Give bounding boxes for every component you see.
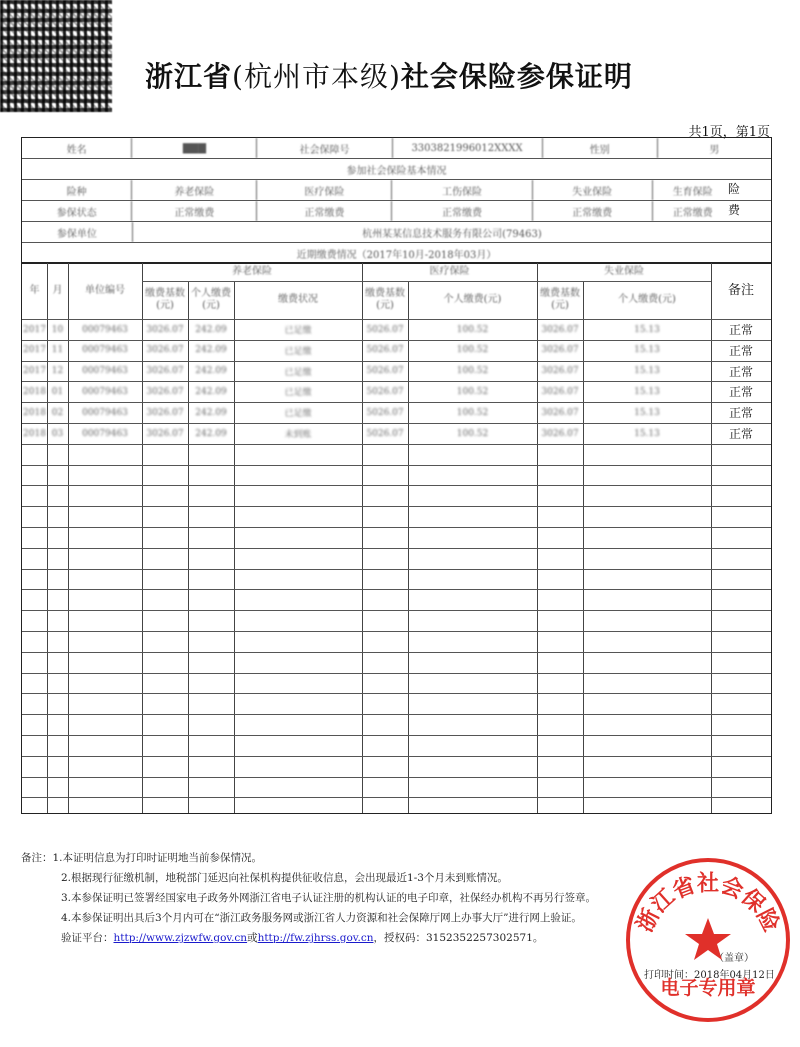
table-cell: 00079463 <box>82 428 128 439</box>
label-insurance-type: 险种 <box>22 180 132 200</box>
grid-line <box>22 777 771 778</box>
info-row-section-title <box>22 159 771 180</box>
table-cell: 2017 <box>23 345 46 356</box>
type-unemployment: 失业保险 <box>533 180 653 200</box>
table-cell: 15.13 <box>634 345 660 356</box>
table-cell: 100.52 <box>456 386 489 397</box>
table-cell: 100.52 <box>456 407 489 418</box>
table-cell: 11 <box>51 345 64 356</box>
note-3: 3.本参保证明已签署经国家电子政务外网浙江省电子认证注册的机构认证的电子印章，社保经办机构不再另行签章。 <box>61 892 597 904</box>
table-cell: 2018 <box>23 428 46 439</box>
official-seal <box>624 856 792 1024</box>
table-cell: 100.52 <box>456 345 489 356</box>
notes-section <box>21 848 596 948</box>
verify-link-zjhrss[interactable]: http://fw.zjhrss.gov.cn <box>257 932 374 944</box>
table-cell: 5026.07 <box>366 407 404 418</box>
table-cell: 12 <box>51 366 64 377</box>
table-cell: 3026.07 <box>146 345 184 356</box>
status-maternity: 正常缴费 <box>672 207 713 219</box>
table-cell: 242.09 <box>195 386 227 397</box>
table-cell: 5026.07 <box>366 386 404 397</box>
col-unemployment-base-header: 缴费基数(元) <box>540 288 580 311</box>
table-cell: 10 <box>51 324 64 335</box>
col-month-header: 月 <box>52 285 63 296</box>
grid-line <box>22 673 771 674</box>
table-cell: 已足缴 <box>284 388 312 399</box>
remark-cell: 正常 <box>728 323 753 337</box>
table-cell: 未到账 <box>284 430 312 440</box>
overlay-char-insurance: 险 <box>728 182 741 196</box>
table-cell: 2018 <box>23 407 46 418</box>
table-cell: 2018 <box>23 386 46 397</box>
grid-line <box>22 652 771 653</box>
info-row-status <box>22 201 771 222</box>
table-cell: 2017 <box>23 324 46 335</box>
type-pension: 养老保险 <box>132 180 257 200</box>
remark-cell: 正常 <box>728 427 753 441</box>
table-cell: 01 <box>51 386 64 397</box>
grid-line <box>22 485 771 486</box>
grid-line <box>22 693 771 694</box>
overlay-char-fee: 费 <box>728 203 741 217</box>
table-cell: 15.13 <box>634 386 660 397</box>
label-ssn: 社会保障号 <box>257 138 392 158</box>
status-medical: 正常缴费 <box>257 201 392 221</box>
table-cell: 00079463 <box>82 345 128 356</box>
insured-info-block <box>21 137 772 264</box>
status-unemployment: 正常缴费 <box>533 201 653 221</box>
info-row-insurance-types <box>22 180 771 201</box>
label-employer: 参保单位 <box>22 222 133 242</box>
grid-line <box>22 444 771 445</box>
table-cell: 已足缴 <box>284 346 312 357</box>
grid-line <box>22 527 771 528</box>
grid-line <box>22 589 771 590</box>
table-cell: 00079463 <box>82 324 128 335</box>
recent-payments-heading: 近期缴费情况（2017年10月-2018年03月） <box>296 249 497 261</box>
table-cell: 242.09 <box>195 428 227 439</box>
grid-line <box>22 506 771 507</box>
remark-cell: 正常 <box>728 406 753 421</box>
stamp-label: （盖章） <box>714 953 754 964</box>
type-maternity: 生育保险 <box>672 186 713 198</box>
table-cell: 15.13 <box>634 324 660 335</box>
table-cell: 3026.07 <box>541 428 579 439</box>
table-cell: 3026.07 <box>146 386 184 397</box>
col-remarks-header: 备注 <box>727 283 754 298</box>
page-info: 共1页，第1页 <box>688 125 770 140</box>
type-medical: 医疗保险 <box>257 180 392 200</box>
remark-cell: 正常 <box>728 385 753 400</box>
table-cell: 15.13 <box>634 366 660 377</box>
table-cell: 3026.07 <box>541 407 579 418</box>
table-cell: 242.09 <box>195 324 227 335</box>
note-1: 备注：1.本证明信息为打印时证明地当前参保情况。 <box>21 852 263 864</box>
grid-line <box>22 548 771 549</box>
col-medical-base-header: 缴费基数(元) <box>365 288 405 311</box>
table-cell: 2017 <box>23 366 46 377</box>
table-cell: 242.09 <box>195 407 227 418</box>
group-pension-header: 养老保险 <box>232 266 272 277</box>
grid-line <box>22 610 771 611</box>
basic-info-heading: 参加社会保险基本情况 <box>346 165 447 177</box>
table-cell: 3026.07 <box>146 407 184 418</box>
col-unit-header: 单位编号 <box>85 285 125 296</box>
col-pension-status-header: 缴费状况 <box>278 294 318 305</box>
grid-line <box>22 465 771 466</box>
info-row-employer <box>22 222 771 243</box>
grid-line <box>22 735 771 736</box>
remark-cell: 正常 <box>728 343 753 358</box>
table-cell: 00079463 <box>82 407 128 418</box>
col-pension-base-header: 缴费基数(元) <box>145 288 185 311</box>
value-employer: 杭州某某信息技术服务有限公司(79463) <box>362 228 542 240</box>
label-status: 参保状态 <box>22 201 132 221</box>
group-unemployment-header: 失业保险 <box>604 266 644 277</box>
table-cell: 15.13 <box>634 428 660 439</box>
table-cell: 3026.07 <box>146 366 184 377</box>
grid-line <box>22 714 771 715</box>
table-cell: 3026.07 <box>541 324 579 335</box>
table-cell: 3026.07 <box>541 345 579 356</box>
table-cell: 已足缴 <box>284 409 312 420</box>
seal-star-icon <box>685 918 731 960</box>
grid-line <box>22 631 771 632</box>
table-cell: 3026.07 <box>146 428 184 439</box>
label-name: 姓名 <box>22 138 132 158</box>
col-unemployment-personal-header: 个人缴费(元) <box>618 294 676 305</box>
note-4: 4.本参保证明出具后3个月内可在“浙江政务服务网或浙江省人力资源和社会保障厅网上办事大厅”进行网上验证。 <box>61 912 582 924</box>
page-title: 浙江省(杭州市本级)社会保险参保证明 <box>145 60 633 93</box>
seal-top-text: 浙江省社会保险 <box>631 870 785 937</box>
table-cell: 100.52 <box>456 324 489 335</box>
remark-cell: 正常 <box>728 364 753 379</box>
type-injury: 工伤保险 <box>392 180 532 200</box>
table-cell: 5026.07 <box>366 366 404 377</box>
status-pension: 正常缴费 <box>132 201 257 221</box>
value-gender: 男 <box>709 144 720 156</box>
table-cell: 3026.07 <box>541 366 579 377</box>
value-ssn: 3303821996012XXXX <box>393 138 543 158</box>
grid-line <box>22 756 771 757</box>
value-name: ▇▇▇ <box>132 138 257 158</box>
payment-records-table <box>21 262 772 814</box>
table-cell: 3026.07 <box>541 386 579 397</box>
table-cell: 3026.07 <box>146 324 184 335</box>
grid-line <box>22 797 771 798</box>
table-cell: 242.09 <box>195 345 227 356</box>
verify-line: 验证平台：http://www.zjzwfw.gov.cn或http://fw.zjhrss.gov.cn，授权码：3152352257302571。 <box>61 932 544 944</box>
table-cell: 5026.07 <box>366 428 404 439</box>
table-cell: 5026.07 <box>366 345 404 356</box>
verify-link-zjzwfw[interactable]: http://www.zjzwfw.gov.cn <box>113 932 248 944</box>
table-cell: 已足缴 <box>284 326 312 336</box>
group-medical-header: 医疗保险 <box>429 266 470 277</box>
info-row-identity <box>22 138 771 159</box>
grid-line <box>22 569 771 570</box>
col-pension-personal-header: 个人缴费(元) <box>191 288 231 311</box>
col-medical-personal-header: 个人缴费(元) <box>443 294 502 305</box>
table-cell: 100.52 <box>456 366 489 377</box>
info-row-recent-heading <box>22 243 771 263</box>
print-time: 打印时间：2018年04月12日 <box>644 970 775 981</box>
table-cell: 00079463 <box>82 366 128 377</box>
note-2: 2.根据现行征缴机制，地税部门延迟向社保机构提供征收信息，会出现最近1-3个月未到账情况。 <box>61 872 508 884</box>
table-cell: 5026.07 <box>366 324 404 335</box>
seal-bottom-text: 电子专用章 <box>660 977 756 999</box>
table-cell: 03 <box>51 428 64 439</box>
table-cell: 00079463 <box>82 386 128 397</box>
label-gender: 性别 <box>543 138 658 158</box>
qr-code <box>0 0 112 112</box>
col-year-header: 年 <box>29 285 40 296</box>
table-cell: 已足缴 <box>284 367 312 378</box>
table-cell: 242.09 <box>195 366 227 377</box>
table-cell: 15.13 <box>634 407 660 418</box>
table-cell: 02 <box>51 407 64 418</box>
table-cell: 100.52 <box>456 428 489 439</box>
auth-code: 3152352257302571。 <box>425 932 544 944</box>
status-injury: 正常缴费 <box>392 201 532 221</box>
